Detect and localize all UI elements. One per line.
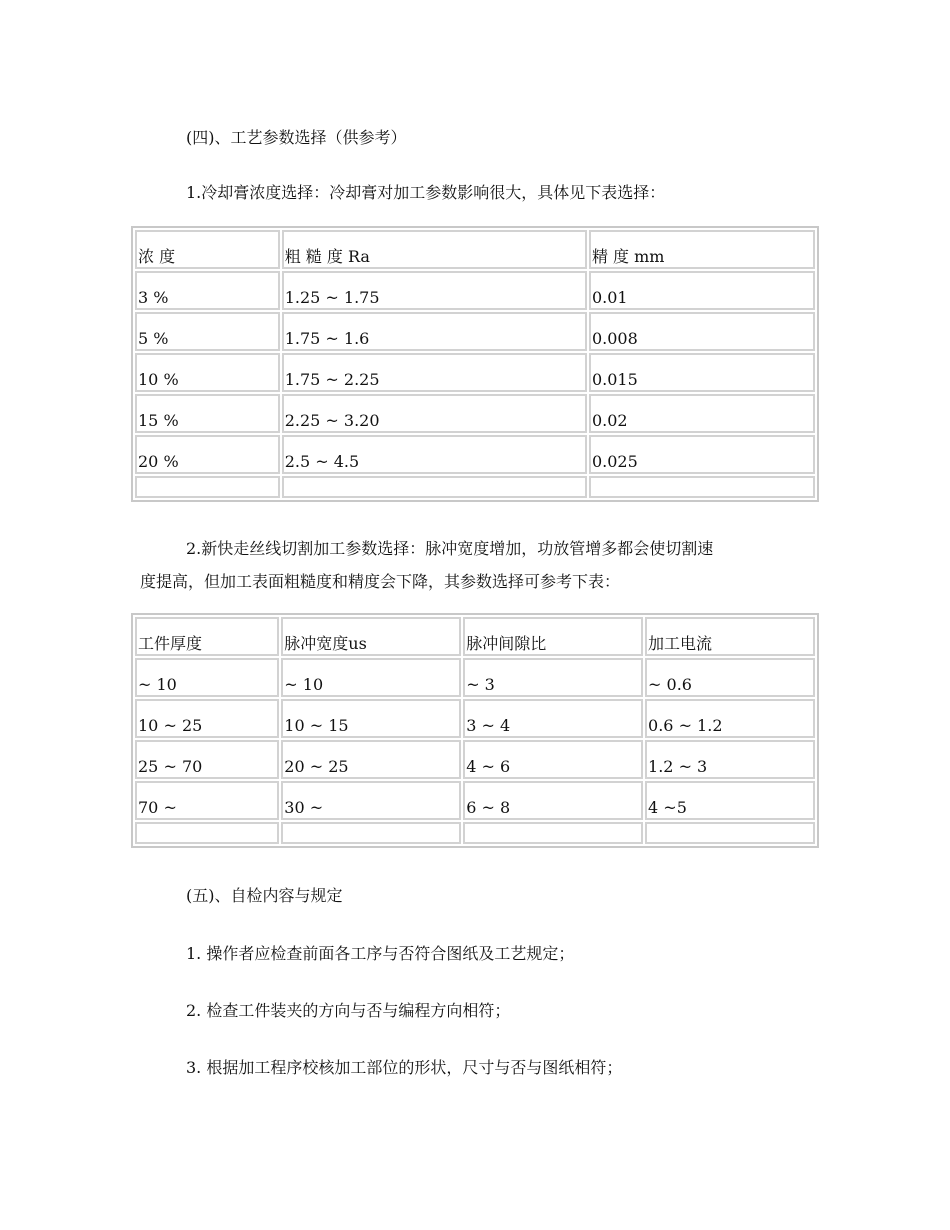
table-row: [135, 312, 815, 351]
table-cell: 0.008: [589, 312, 815, 351]
table-cell: 0.025: [589, 435, 815, 474]
table-cell: 10 ~ 25: [135, 699, 279, 738]
table-header-cell: 脉冲间隙比: [463, 617, 643, 656]
table-cell: [589, 476, 815, 498]
section4-item2-line2: 度提高，但加工表面粗糙度和精度会下降，其参数选择可参考下表：: [140, 572, 621, 591]
table-cell: 10 ~ 15: [281, 699, 461, 738]
table-header-row: [135, 230, 815, 269]
table-cell: 3 %: [135, 271, 280, 310]
concentration-table: [131, 226, 819, 502]
table-cell: 70 ~: [135, 781, 279, 820]
table-cell: [135, 822, 279, 844]
table-header-cell: 脉冲宽度us: [281, 617, 461, 656]
table-header-cell: 粗 糙 度 Ra: [282, 230, 587, 269]
table-cell: 4 ~5: [645, 781, 815, 820]
table-cell: 1.2 ~ 3: [645, 740, 815, 779]
table-row: [135, 658, 815, 697]
table-cell: 20 ~ 25: [281, 740, 461, 779]
table-cell: 0.6 ~ 1.2: [645, 699, 815, 738]
section4-item1: 1.冷却膏浓度选择：冷却膏对加工参数影响很大，具体见下表选择：: [186, 183, 666, 202]
section4-item2-line1: 2.新快走丝线切割加工参数选择：脉冲宽度增加，功放管增多都会使切割速: [186, 539, 714, 558]
table-row: [135, 394, 815, 433]
table-cell: [463, 822, 643, 844]
table-cell: 20 %: [135, 435, 280, 474]
cutting-parameters-table: [131, 613, 819, 848]
table-cell: 1.75 ~ 1.6: [282, 312, 587, 351]
table-cell: 30 ~: [281, 781, 461, 820]
table-cell: 4 ~ 6: [463, 740, 643, 779]
table-cell: 0.01: [589, 271, 815, 310]
table-header-cell: 精 度 mm: [589, 230, 815, 269]
section5-item-2: 2. 检查工件装夹的方向与否与编程方向相符；: [186, 1001, 511, 1020]
table-cell: 1.25 ~ 1.75: [282, 271, 587, 310]
table-header-cell: 工件厚度: [135, 617, 279, 656]
table-cell: 0.015: [589, 353, 815, 392]
table-header-cell: 浓 度: [135, 230, 280, 269]
table-cell: 2.5 ~ 4.5: [282, 435, 587, 474]
table-cell: 15 %: [135, 394, 280, 433]
table-cell: 25 ~ 70: [135, 740, 279, 779]
table-cell: 1.75 ~ 2.25: [282, 353, 587, 392]
table-row: [135, 353, 815, 392]
table-cell: 0.02: [589, 394, 815, 433]
section5-item-3: 3. 根据加工程序校核加工部位的形状，尺寸与否与图纸相符；: [186, 1058, 623, 1077]
section4-heading: (四)、工艺参数选择（供参考）: [186, 128, 407, 147]
table-cell: ~ 3: [463, 658, 643, 697]
table-cell: 6 ~ 8: [463, 781, 643, 820]
table-row: [135, 699, 815, 738]
table-cell: ~ 0.6: [645, 658, 815, 697]
table-cell: 2.25 ~ 3.20: [282, 394, 587, 433]
table-header-row: [135, 617, 815, 656]
table-cell: [282, 476, 587, 498]
table-cell: [281, 822, 461, 844]
table-cell: [645, 822, 815, 844]
table-header-cell: 加工电流: [645, 617, 815, 656]
table-row: [135, 435, 815, 474]
table-cell: 5 %: [135, 312, 280, 351]
table-row: [135, 740, 815, 779]
section5-item-1: 1. 操作者应检查前面各工序与否符合图纸及工艺规定；: [186, 944, 575, 963]
table-cell: 3 ~ 4: [463, 699, 643, 738]
table-cell: [135, 476, 280, 498]
table-row: [135, 271, 815, 310]
table-empty-row: [135, 476, 815, 498]
table-cell: 10 %: [135, 353, 280, 392]
table-row: [135, 781, 815, 820]
table-cell: ~ 10: [281, 658, 461, 697]
table-cell: ~ 10: [135, 658, 279, 697]
section5-heading: (五)、自检内容与规定: [186, 886, 343, 905]
table-empty-row: [135, 822, 815, 844]
